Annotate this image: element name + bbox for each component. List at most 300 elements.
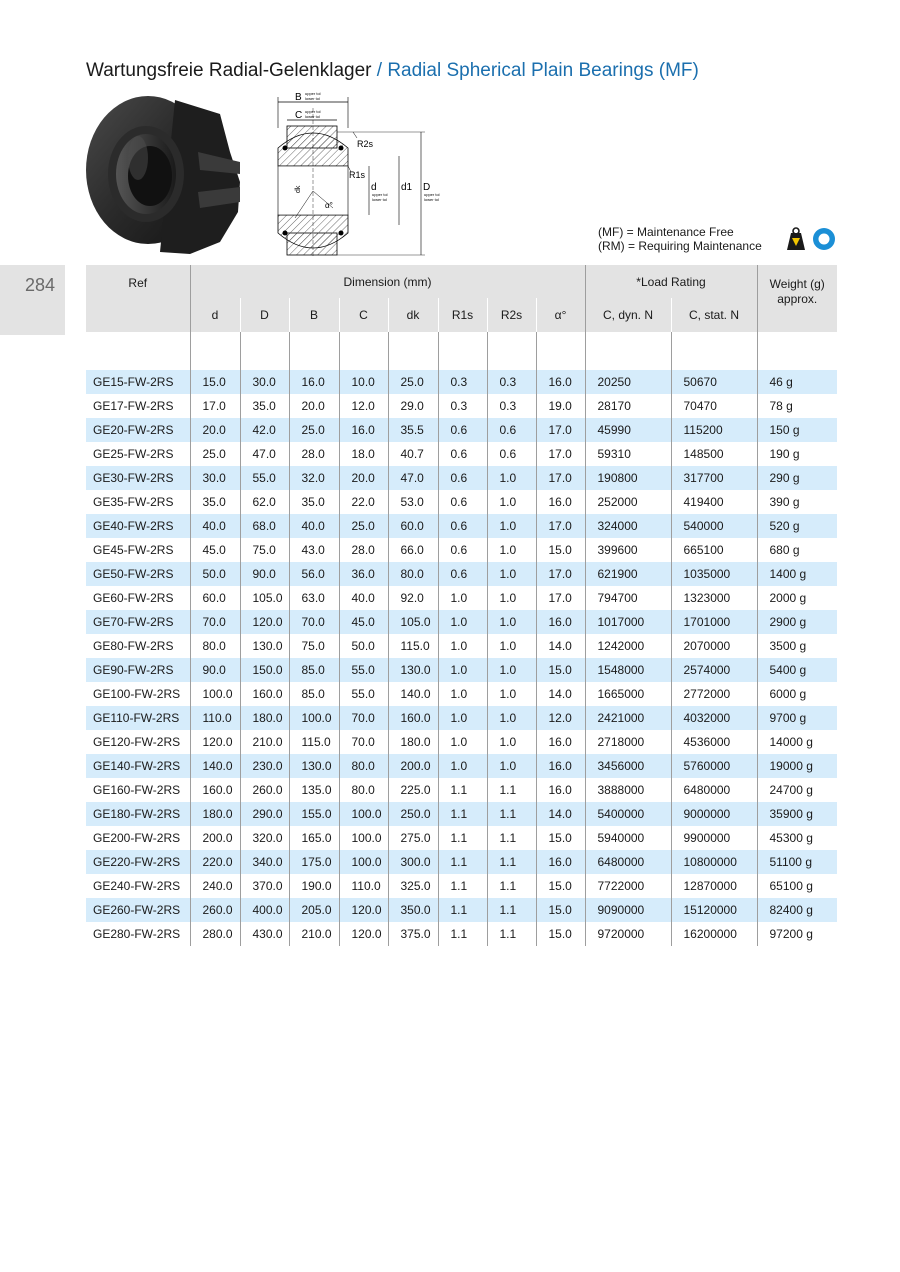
cell-c-stat: 5760000: [671, 754, 757, 778]
cell-alpha: 15.0: [536, 658, 585, 682]
cell-C: 10.0: [339, 370, 388, 394]
cell-R1s: 1.1: [438, 874, 487, 898]
cell-dk: 140.0: [388, 682, 438, 706]
cell-d: 15.0: [190, 370, 240, 394]
header-alpha: α°: [536, 298, 585, 332]
cell-B: 40.0: [289, 514, 339, 538]
cell-R2s: 1.1: [487, 778, 536, 802]
cell-c-stat: 16200000: [671, 922, 757, 946]
cell-dk: 47.0: [388, 466, 438, 490]
cell-C: 55.0: [339, 658, 388, 682]
cell-B: 85.0: [289, 682, 339, 706]
spec-table-body: [86, 370, 837, 946]
cell-C: 36.0: [339, 562, 388, 586]
cell-ref: GE200-FW-2RS: [93, 831, 181, 845]
table-row: [86, 658, 837, 682]
cell-weight: 290 g: [757, 466, 837, 490]
cell-ref: GE180-FW-2RS: [86, 802, 190, 826]
cell-R2s: 1.0: [487, 562, 536, 586]
cell-D: 35.0: [240, 394, 289, 418]
cell-c-stat: 50670: [671, 370, 757, 394]
cell-D: 47.0: [240, 442, 289, 466]
cell-R2s: 1.1: [487, 922, 536, 946]
cell-d: 110.0: [190, 706, 240, 730]
cell-R1s: 1.1: [438, 850, 487, 874]
cell-dk: 66.0: [388, 538, 438, 562]
cell-alpha: 14.0: [536, 802, 585, 826]
cell-alpha: 15.0: [536, 826, 585, 850]
cell-alpha: 12.0: [536, 706, 585, 730]
cell-c-stat: 10800000: [671, 850, 757, 874]
header-ref: Ref: [86, 265, 190, 332]
cell-D: 30.0: [240, 370, 289, 394]
cell-R2s: 0.6: [487, 442, 536, 466]
cell-d: 17.0: [190, 394, 240, 418]
cell-B: 205.0: [289, 898, 339, 922]
cell-R1s: 1.1: [438, 898, 487, 922]
cell-C: 50.0: [339, 634, 388, 658]
cell-d: 240.0: [190, 874, 240, 898]
cell-D: 160.0: [240, 682, 289, 706]
cell-R1s: 0.3: [438, 370, 487, 394]
cell-d: 25.0: [190, 442, 240, 466]
cell-ref: GE100-FW-2RS: [93, 687, 181, 701]
cell-alpha: 15.0: [536, 922, 585, 946]
title-english: Radial Spherical Plain Bearings (MF): [387, 60, 699, 81]
cell-dk: 80.0: [388, 562, 438, 586]
cell-d: 160.0: [190, 778, 240, 802]
cell-C: 70.0: [339, 706, 388, 730]
header-load-rating: *Load Rating: [585, 265, 757, 298]
cell-c-dyn: 7722000: [585, 874, 671, 898]
header-weight: [757, 265, 837, 332]
cell-R2s: 1.0: [487, 658, 536, 682]
cell-c-dyn: 6480000: [585, 850, 671, 874]
cell-dk: 35.5: [388, 418, 438, 442]
cell-ref: GE25-FW-2RS: [93, 447, 174, 461]
cell-weight: 97200 g: [757, 922, 837, 946]
cell-R2s: 1.0: [487, 466, 536, 490]
cell-d: 140.0: [190, 754, 240, 778]
header-weight-line2: approx.: [777, 292, 818, 306]
cell-R2s: 1.1: [487, 850, 536, 874]
cell-weight: 24700 g: [757, 778, 837, 802]
cell-R2s: 1.0: [487, 754, 536, 778]
cell-B: 56.0: [289, 562, 339, 586]
cell-c-dyn: 399600: [585, 538, 671, 562]
cell-c-stat: 665100: [671, 538, 757, 562]
cell-C: 80.0: [339, 778, 388, 802]
cell-weight: 51100 g: [757, 850, 837, 874]
cell-c-dyn: 28170: [585, 394, 671, 418]
cell-B: 25.0: [289, 418, 339, 442]
cell-C: 70.0: [339, 730, 388, 754]
cell-dk: 300.0: [388, 850, 438, 874]
cell-D: 130.0: [240, 634, 289, 658]
table-row: [86, 370, 837, 394]
cell-ref: GE120-FW-2RS: [93, 735, 181, 749]
table-row: [86, 826, 837, 850]
cell-B: 175.0: [289, 850, 339, 874]
legend-icons: [784, 226, 838, 252]
cell-D: 180.0: [240, 706, 289, 730]
cell-D: 400.0: [240, 898, 289, 922]
cell-c-stat: 4536000: [671, 730, 757, 754]
cell-B: 75.0: [289, 634, 339, 658]
cell-alpha: 16.0: [536, 778, 585, 802]
cell-R1s: 1.0: [438, 610, 487, 634]
cell-d: 120.0: [190, 730, 240, 754]
cell-C: 120.0: [339, 898, 388, 922]
cell-c-stat: 9900000: [671, 826, 757, 850]
table-row: [86, 778, 837, 802]
cell-R2s: 1.1: [487, 802, 536, 826]
dim-label-D: D: [423, 182, 431, 193]
cell-D: 340.0: [240, 850, 289, 874]
cell-B: 70.0: [289, 610, 339, 634]
cell-R2s: 1.0: [487, 490, 536, 514]
cell-c-dyn: 5400000: [585, 802, 671, 826]
cell-c-dyn: 59310: [585, 442, 671, 466]
cell-C: 22.0: [339, 490, 388, 514]
cell-ref: GE240-FW-2RS: [93, 879, 181, 893]
header-dk: dk: [388, 298, 438, 332]
cell-R2s: 0.6: [487, 418, 536, 442]
bearing-photo: [80, 92, 245, 257]
cell-R2s: 1.1: [487, 898, 536, 922]
cell-alpha: 16.0: [536, 370, 585, 394]
dim-B-lower-tol: lower tol: [305, 96, 320, 101]
dim-label-C: C: [295, 110, 303, 121]
cell-R2s: 1.0: [487, 514, 536, 538]
dim-d-upper-tol: upper tol: [372, 192, 388, 197]
cell-weight: 3500 g: [757, 634, 837, 658]
table-row: [86, 634, 837, 658]
cell-C: 20.0: [339, 466, 388, 490]
cell-C: 100.0: [339, 802, 388, 826]
cell-dk: 180.0: [388, 730, 438, 754]
cell-c-stat: 115200: [671, 418, 757, 442]
cell-dk: 92.0: [388, 586, 438, 610]
cell-c-stat: 1323000: [671, 586, 757, 610]
cell-dk: 325.0: [388, 874, 438, 898]
cell-alpha: 15.0: [536, 874, 585, 898]
cell-d: 220.0: [190, 850, 240, 874]
cell-c-dyn: 252000: [585, 490, 671, 514]
cell-c-stat: 2070000: [671, 634, 757, 658]
cell-weight: 2000 g: [757, 586, 837, 610]
cell-dk: 160.0: [388, 706, 438, 730]
cell-d: 45.0: [190, 538, 240, 562]
cell-R1s: 0.6: [438, 418, 487, 442]
cell-dk: 60.0: [388, 514, 438, 538]
dim-label-d: d: [371, 182, 377, 193]
cell-weight: 1400 g: [757, 562, 837, 586]
cell-d: 50.0: [190, 562, 240, 586]
table-row: [86, 802, 837, 826]
cell-D: 230.0: [240, 754, 289, 778]
cell-ref: GE260-FW-2RS: [86, 898, 190, 922]
cell-D: 68.0: [240, 514, 289, 538]
cell-ref: GE40-FW-2RS: [86, 514, 190, 538]
cell-C: 55.0: [339, 682, 388, 706]
cell-c-dyn: 1017000: [585, 610, 671, 634]
cell-weight: 6000 g: [757, 682, 837, 706]
cell-alpha: 17.0: [536, 442, 585, 466]
cell-R2s: 1.0: [487, 586, 536, 610]
cell-c-stat: 2772000: [671, 682, 757, 706]
cell-C: 25.0: [339, 514, 388, 538]
dim-label-R2s: R2s: [357, 139, 374, 149]
cell-c-dyn: 324000: [585, 514, 671, 538]
cell-c-dyn: 1242000: [585, 634, 671, 658]
cell-weight: 78 g: [757, 394, 837, 418]
cell-weight: 520 g: [757, 514, 837, 538]
cell-ref: GE80-FW-2RS: [93, 639, 174, 653]
maintenance-legend: [598, 225, 762, 253]
header-weight-line1: Weight (g): [769, 277, 825, 291]
header-d: d: [190, 298, 240, 332]
cell-dk: 25.0: [388, 370, 438, 394]
cell-alpha: 16.0: [536, 730, 585, 754]
cell-R2s: 1.0: [487, 610, 536, 634]
cell-R1s: 1.0: [438, 634, 487, 658]
cell-D: 210.0: [240, 730, 289, 754]
cell-c-dyn: 9090000: [585, 898, 671, 922]
cell-alpha: 14.0: [536, 634, 585, 658]
cell-alpha: 16.0: [536, 490, 585, 514]
cell-c-dyn: 2421000: [585, 706, 671, 730]
table-row: [86, 898, 837, 922]
cell-d: 260.0: [190, 898, 240, 922]
cell-B: 20.0: [289, 394, 339, 418]
table-row: [86, 874, 837, 898]
cell-d: 20.0: [190, 418, 240, 442]
cell-c-stat: 70470: [671, 394, 757, 418]
cell-B: 165.0: [289, 826, 339, 850]
cell-B: 35.0: [289, 490, 339, 514]
cell-c-dyn: 3456000: [585, 754, 671, 778]
cell-R2s: 1.0: [487, 634, 536, 658]
cell-B: 100.0: [289, 706, 339, 730]
table-row: [86, 754, 837, 778]
cell-alpha: 17.0: [536, 562, 585, 586]
dim-label-B: B: [295, 92, 302, 103]
cell-D: 320.0: [240, 826, 289, 850]
cell-d: 40.0: [190, 514, 240, 538]
cell-B: 85.0: [289, 658, 339, 682]
cell-R2s: 1.1: [487, 874, 536, 898]
cell-weight: 35900 g: [757, 802, 837, 826]
cell-ref: GE280-FW-2RS: [93, 927, 181, 941]
table-row: [86, 922, 837, 946]
cell-ref: GE90-FW-2RS: [86, 658, 190, 682]
cell-weight: 680 g: [757, 538, 837, 562]
cell-c-dyn: 3888000: [585, 778, 671, 802]
cell-weight: 190 g: [757, 442, 837, 466]
cell-d: 100.0: [190, 682, 240, 706]
cell-c-dyn: 1665000: [585, 682, 671, 706]
page-title: [86, 60, 699, 82]
cell-c-stat: 6480000: [671, 778, 757, 802]
cell-D: 120.0: [240, 610, 289, 634]
cell-weight: 65100 g: [757, 874, 837, 898]
cell-ref: GE45-FW-2RS: [93, 543, 174, 557]
ring-icon: [813, 228, 835, 250]
cell-weight: 9700 g: [757, 706, 837, 730]
table-row: [86, 490, 837, 514]
table-row: [86, 850, 837, 874]
cell-dk: 250.0: [388, 802, 438, 826]
cell-alpha: 17.0: [536, 586, 585, 610]
table-row: [86, 586, 837, 610]
cell-weight: 45300 g: [757, 826, 837, 850]
cell-dk: 53.0: [388, 490, 438, 514]
table-row: [86, 394, 837, 418]
cell-alpha: 17.0: [536, 514, 585, 538]
cell-D: 42.0: [240, 418, 289, 442]
cell-B: 115.0: [289, 730, 339, 754]
table-row: [86, 466, 837, 490]
cell-ref: GE220-FW-2RS: [86, 850, 190, 874]
cell-C: 100.0: [339, 850, 388, 874]
cell-R1s: 1.0: [438, 586, 487, 610]
cell-B: 16.0: [289, 370, 339, 394]
cell-R1s: 0.6: [438, 538, 487, 562]
cell-R1s: 0.6: [438, 466, 487, 490]
cell-R1s: 1.1: [438, 922, 487, 946]
cell-C: 120.0: [339, 922, 388, 946]
cell-c-stat: 2574000: [671, 658, 757, 682]
weight-maintenance-icon: [787, 228, 805, 250]
cell-ref: GE35-FW-2RS: [93, 495, 174, 509]
header-c-dyn: C, dyn. N: [585, 298, 671, 332]
cell-R1s: 0.6: [438, 562, 487, 586]
cell-R1s: 0.6: [438, 514, 487, 538]
cell-D: 75.0: [240, 538, 289, 562]
cell-weight: 2900 g: [757, 610, 837, 634]
cell-d: 280.0: [190, 922, 240, 946]
cell-C: 100.0: [339, 826, 388, 850]
cell-weight: 5400 g: [757, 658, 837, 682]
page-number-tab: [0, 265, 65, 335]
cell-ref: GE50-FW-2RS: [86, 562, 190, 586]
table-row: [86, 442, 837, 466]
cell-D: 260.0: [240, 778, 289, 802]
cell-ref: GE60-FW-2RS: [93, 591, 174, 605]
cell-B: 28.0: [289, 442, 339, 466]
cell-alpha: 17.0: [536, 418, 585, 442]
cell-alpha: 17.0: [536, 466, 585, 490]
cell-d: 200.0: [190, 826, 240, 850]
cell-alpha: 19.0: [536, 394, 585, 418]
bearing-cross-section-diagram: [265, 88, 465, 258]
header-R2s: R2s: [487, 298, 536, 332]
cell-ref: GE140-FW-2RS: [86, 754, 190, 778]
cell-d: 80.0: [190, 634, 240, 658]
table-row: [86, 682, 837, 706]
cell-alpha: 15.0: [536, 898, 585, 922]
table-row: [86, 538, 837, 562]
cell-weight: 46 g: [757, 370, 837, 394]
cell-ref: GE15-FW-2RS: [86, 370, 190, 394]
cell-c-dyn: 20250: [585, 370, 671, 394]
cell-c-dyn: 621900: [585, 562, 671, 586]
cell-c-stat: 540000: [671, 514, 757, 538]
cell-d: 90.0: [190, 658, 240, 682]
cell-ref: GE30-FW-2RS: [86, 466, 190, 490]
cell-c-dyn: 794700: [585, 586, 671, 610]
cell-c-stat: 148500: [671, 442, 757, 466]
cell-alpha: 16.0: [536, 610, 585, 634]
cell-alpha: 14.0: [536, 682, 585, 706]
header-B: B: [289, 298, 339, 332]
cell-dk: 225.0: [388, 778, 438, 802]
dim-C-lower-tol: lower tol: [305, 114, 320, 119]
cell-c-dyn: 2718000: [585, 730, 671, 754]
cell-dk: 105.0: [388, 610, 438, 634]
cell-dk: 200.0: [388, 754, 438, 778]
cell-R1s: 1.1: [438, 826, 487, 850]
legend-mf: (MF) = Maintenance Free: [598, 225, 734, 239]
cell-R2s: 1.0: [487, 538, 536, 562]
cell-alpha: 16.0: [536, 754, 585, 778]
cell-R2s: 1.1: [487, 826, 536, 850]
cell-ref: GE110-FW-2RS: [86, 706, 190, 730]
legend-rm: (RM) = Requiring Maintenance: [598, 239, 762, 253]
table-row: [86, 562, 837, 586]
cell-R2s: 0.3: [487, 394, 536, 418]
cell-d: 35.0: [190, 490, 240, 514]
cell-D: 150.0: [240, 658, 289, 682]
cell-c-stat: 1035000: [671, 562, 757, 586]
cell-R2s: 1.0: [487, 682, 536, 706]
cell-c-stat: 15120000: [671, 898, 757, 922]
cell-B: 190.0: [289, 874, 339, 898]
cell-d: 180.0: [190, 802, 240, 826]
cell-C: 80.0: [339, 754, 388, 778]
cell-R1s: 1.0: [438, 658, 487, 682]
dim-B-upper-tol: upper tol: [305, 91, 321, 96]
cell-B: 155.0: [289, 802, 339, 826]
table-row: [86, 514, 837, 538]
cell-R1s: 1.0: [438, 706, 487, 730]
dim-label-d1: d1: [401, 182, 413, 193]
cell-D: 62.0: [240, 490, 289, 514]
cell-C: 110.0: [339, 874, 388, 898]
table-row: [86, 418, 837, 442]
cell-R2s: 1.0: [487, 706, 536, 730]
cell-dk: 29.0: [388, 394, 438, 418]
cell-c-dyn: 45990: [585, 418, 671, 442]
cell-R1s: 0.6: [438, 490, 487, 514]
cell-dk: 115.0: [388, 634, 438, 658]
cell-ref: GE20-FW-2RS: [86, 418, 190, 442]
header-D: D: [240, 298, 289, 332]
cell-alpha: 16.0: [536, 850, 585, 874]
table-row: [86, 706, 837, 730]
header-C: C: [339, 298, 388, 332]
cell-c-stat: 1701000: [671, 610, 757, 634]
cell-weight: 14000 g: [757, 730, 837, 754]
spec-table: [86, 265, 837, 946]
cell-C: 40.0: [339, 586, 388, 610]
cell-B: 130.0: [289, 754, 339, 778]
header-c-stat: C, stat. N: [671, 298, 757, 332]
cell-c-stat: 9000000: [671, 802, 757, 826]
cell-dk: 375.0: [388, 922, 438, 946]
table-row: [86, 610, 837, 634]
